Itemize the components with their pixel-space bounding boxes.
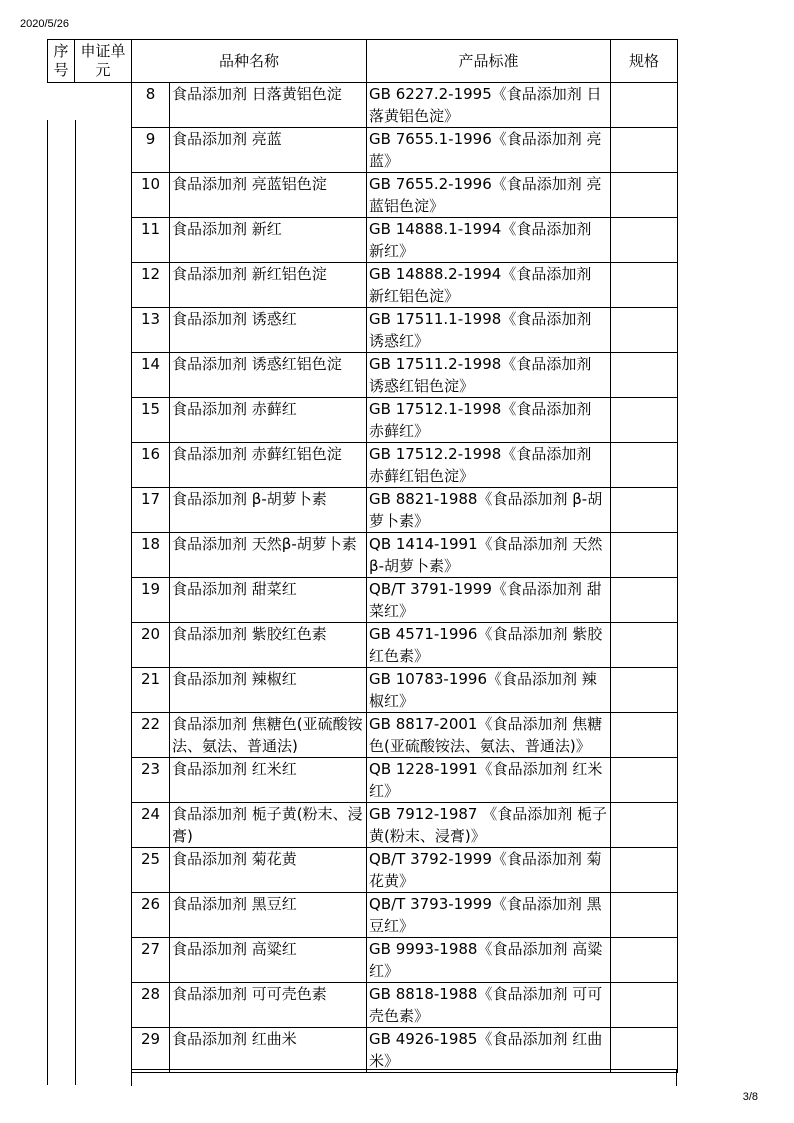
spec-cell: [611, 803, 678, 848]
item-number: 23: [132, 758, 170, 803]
table-row: [48, 713, 678, 758]
seq-cell: [48, 488, 75, 533]
item-number: 27: [132, 938, 170, 983]
unit-cell: [75, 533, 132, 578]
product-standard: GB 6227.2-1995《食品添加剂 日落黄铝色淀》: [367, 83, 611, 128]
item-number: 18: [132, 533, 170, 578]
item-number: 16: [132, 443, 170, 488]
seq-cell: [48, 128, 75, 173]
seq-cell: [48, 443, 75, 488]
spec-cell: [611, 668, 678, 713]
table-row: [48, 803, 678, 848]
product-standard: GB 8818-1988《食品添加剂 可可壳色素》: [367, 983, 611, 1028]
seq-cell: [48, 83, 75, 128]
spec-cell: [611, 488, 678, 533]
spec-cell: [611, 938, 678, 983]
seq-cell: [48, 983, 75, 1028]
seq-cell: [48, 578, 75, 623]
spec-cell: [611, 848, 678, 893]
spec-cell: [611, 578, 678, 623]
product-name: 食品添加剂 赤藓红铝色淀: [170, 443, 367, 488]
item-number: 20: [132, 623, 170, 668]
item-number: 22: [132, 713, 170, 758]
table-row: [48, 83, 678, 128]
table-row: [48, 353, 678, 398]
spec-cell: [611, 983, 678, 1028]
seq-cell: [48, 263, 75, 308]
seq-cell: [48, 623, 75, 668]
spec-cell: [611, 893, 678, 938]
spec-cell: [611, 443, 678, 488]
seq-cell: [48, 1028, 75, 1073]
product-name: 食品添加剂 栀子黄(粉末、浸膏): [170, 803, 367, 848]
product-name: 食品添加剂 亮蓝: [170, 128, 367, 173]
spec-cell: [611, 218, 678, 263]
product-standard: GB 8821-1988《食品添加剂 β-胡萝卜素》: [367, 488, 611, 533]
header-seq: 序号: [48, 40, 75, 83]
unit-cell: [75, 83, 132, 128]
product-name: 食品添加剂 β-胡萝卜素: [170, 488, 367, 533]
seq-cell: [48, 668, 75, 713]
product-name: 食品添加剂 紫胶红色素: [170, 623, 367, 668]
table-row: [48, 938, 678, 983]
seq-cell: [48, 758, 75, 803]
unit-cell: [75, 983, 132, 1028]
table-body: [48, 83, 678, 1073]
unit-cell: [75, 623, 132, 668]
item-number: 28: [132, 983, 170, 1028]
item-number: 11: [132, 218, 170, 263]
spec-cell: [611, 1028, 678, 1073]
unit-cell: [75, 218, 132, 263]
header-standard: 产品标准: [367, 40, 611, 83]
product-name: 食品添加剂 黑豆红: [170, 893, 367, 938]
spec-cell: [611, 623, 678, 668]
item-number: 15: [132, 398, 170, 443]
spec-cell: [611, 128, 678, 173]
item-number: 12: [132, 263, 170, 308]
product-standard: QB 1228-1991《食品添加剂 红米红》: [367, 758, 611, 803]
item-number: 25: [132, 848, 170, 893]
seq-cell: [48, 713, 75, 758]
item-number: 10: [132, 173, 170, 218]
table-continuation-row: [131, 1069, 677, 1086]
unit-cell: [75, 443, 132, 488]
unit-cell: [75, 128, 132, 173]
product-standard: GB 7912-1987 《食品添加剂 栀子黄(粉末、浸膏)》: [367, 803, 611, 848]
spec-cell: [611, 83, 678, 128]
product-standard: GB 8817-2001《食品添加剂 焦糖色(亚硫酸铵法、氨法、普通法)》: [367, 713, 611, 758]
seq-cell: [48, 353, 75, 398]
product-name: 食品添加剂 焦糖色(亚硫酸铵法、氨法、普通法): [170, 713, 367, 758]
table-row: [48, 398, 678, 443]
product-name: 食品添加剂 诱惑红: [170, 308, 367, 353]
product-standard: GB 17511.1-1998《食品添加剂 诱惑红》: [367, 308, 611, 353]
seq-cell: [48, 308, 75, 353]
seq-cell: [48, 893, 75, 938]
product-standard: GB 4926-1985《食品添加剂 红曲米》: [367, 1028, 611, 1073]
product-standard: QB 1414-1991《食品添加剂 天然β-胡萝卜素》: [367, 533, 611, 578]
spec-cell: [611, 353, 678, 398]
table-row: [48, 578, 678, 623]
product-standard: GB 4571-1996《食品添加剂 紫胶红色素》: [367, 623, 611, 668]
seq-cell: [48, 398, 75, 443]
seq-cell: [48, 803, 75, 848]
table-row: [48, 668, 678, 713]
spec-cell: [611, 398, 678, 443]
header-spec: 规格: [611, 40, 678, 83]
spec-cell: [611, 308, 678, 353]
product-standard: GB 17512.2-1998《食品添加剂 赤藓红铝色淀》: [367, 443, 611, 488]
product-name: 食品添加剂 可可壳色素: [170, 983, 367, 1028]
item-number: 29: [132, 1028, 170, 1073]
unit-cell: [75, 398, 132, 443]
item-number: 13: [132, 308, 170, 353]
product-standard: QB/T 3792-1999《食品添加剂 菊花黄》: [367, 848, 611, 893]
product-name: 食品添加剂 新红铝色淀: [170, 263, 367, 308]
table-row: [48, 173, 678, 218]
product-name: 食品添加剂 红米红: [170, 758, 367, 803]
table-row: [48, 623, 678, 668]
seq-cell: [48, 848, 75, 893]
product-name: 食品添加剂 新红: [170, 218, 367, 263]
spec-cell: [611, 713, 678, 758]
product-standard: GB 9993-1988《食品添加剂 高粱红》: [367, 938, 611, 983]
item-number: 17: [132, 488, 170, 533]
spec-cell: [611, 263, 678, 308]
product-standard: QB/T 3793-1999《食品添加剂 黑豆红》: [367, 893, 611, 938]
seq-cell: [48, 533, 75, 578]
product-name: 食品添加剂 日落黄铝色淀: [170, 83, 367, 128]
page-number: 3/8: [742, 1091, 758, 1103]
spec-cell: [611, 533, 678, 578]
unit-cell: [75, 938, 132, 983]
product-name: 食品添加剂 红曲米: [170, 1028, 367, 1073]
table-row: [48, 308, 678, 353]
unit-cell: [75, 578, 132, 623]
unit-cell: [75, 713, 132, 758]
product-name: 食品添加剂 诱惑红铝色淀: [170, 353, 367, 398]
product-name: 食品添加剂 亮蓝铝色淀: [170, 173, 367, 218]
seq-cell: [48, 218, 75, 263]
product-name: 食品添加剂 天然β-胡萝卜素: [170, 533, 367, 578]
print-date: 2020/5/26: [20, 18, 69, 30]
product-standard: GB 17511.2-1998《食品添加剂 诱惑红铝色淀》: [367, 353, 611, 398]
product-standard: GB 17512.1-1998《食品添加剂 赤藓红》: [367, 398, 611, 443]
seq-cell: [48, 173, 75, 218]
table-row: [48, 533, 678, 578]
product-standard-table: [47, 39, 678, 1073]
product-standard: GB 10783-1996《食品添加剂 辣椒红》: [367, 668, 611, 713]
product-standard-table-area: [47, 39, 677, 1085]
table-row: [48, 1028, 678, 1073]
spec-cell: [611, 758, 678, 803]
unit-cell: [75, 848, 132, 893]
table-row: [48, 893, 678, 938]
table-row: [48, 263, 678, 308]
product-name: 食品添加剂 高粱红: [170, 938, 367, 983]
table-row: [48, 488, 678, 533]
item-number: 24: [132, 803, 170, 848]
unit-cell: [75, 668, 132, 713]
table-header-row: [48, 40, 678, 83]
item-number: 21: [132, 668, 170, 713]
table-row: [48, 758, 678, 803]
product-standard: GB 7655.2-1996《食品添加剂 亮蓝铝色淀》: [367, 173, 611, 218]
unit-cell: [75, 803, 132, 848]
header-name: 品种名称: [132, 40, 367, 83]
table-row: [48, 983, 678, 1028]
item-number: 8: [132, 83, 170, 128]
table-row: [48, 218, 678, 263]
table-row: [48, 443, 678, 488]
unit-cell: [75, 488, 132, 533]
header-unit: 申证单元: [75, 40, 132, 83]
unit-cell: [75, 308, 132, 353]
unit-cell: [75, 758, 132, 803]
product-standard: GB 14888.2-1994《食品添加剂 新红铝色淀》: [367, 263, 611, 308]
table-row: [48, 848, 678, 893]
product-name: 食品添加剂 赤藓红: [170, 398, 367, 443]
unit-cell: [75, 173, 132, 218]
product-standard: QB/T 3791-1999《食品添加剂 甜菜红》: [367, 578, 611, 623]
seq-cell: [48, 938, 75, 983]
product-name: 食品添加剂 辣椒红: [170, 668, 367, 713]
spec-cell: [611, 173, 678, 218]
product-standard: GB 14888.1-1994《食品添加剂 新红》: [367, 218, 611, 263]
product-name: 食品添加剂 菊花黄: [170, 848, 367, 893]
unit-cell: [75, 1028, 132, 1073]
product-name: 食品添加剂 甜菜红: [170, 578, 367, 623]
unit-cell: [75, 353, 132, 398]
unit-cell: [75, 893, 132, 938]
product-standard: GB 7655.1-1996《食品添加剂 亮蓝》: [367, 128, 611, 173]
unit-cell: [75, 263, 132, 308]
item-number: 26: [132, 893, 170, 938]
item-number: 14: [132, 353, 170, 398]
item-number: 19: [132, 578, 170, 623]
table-row: [48, 128, 678, 173]
item-number: 9: [132, 128, 170, 173]
